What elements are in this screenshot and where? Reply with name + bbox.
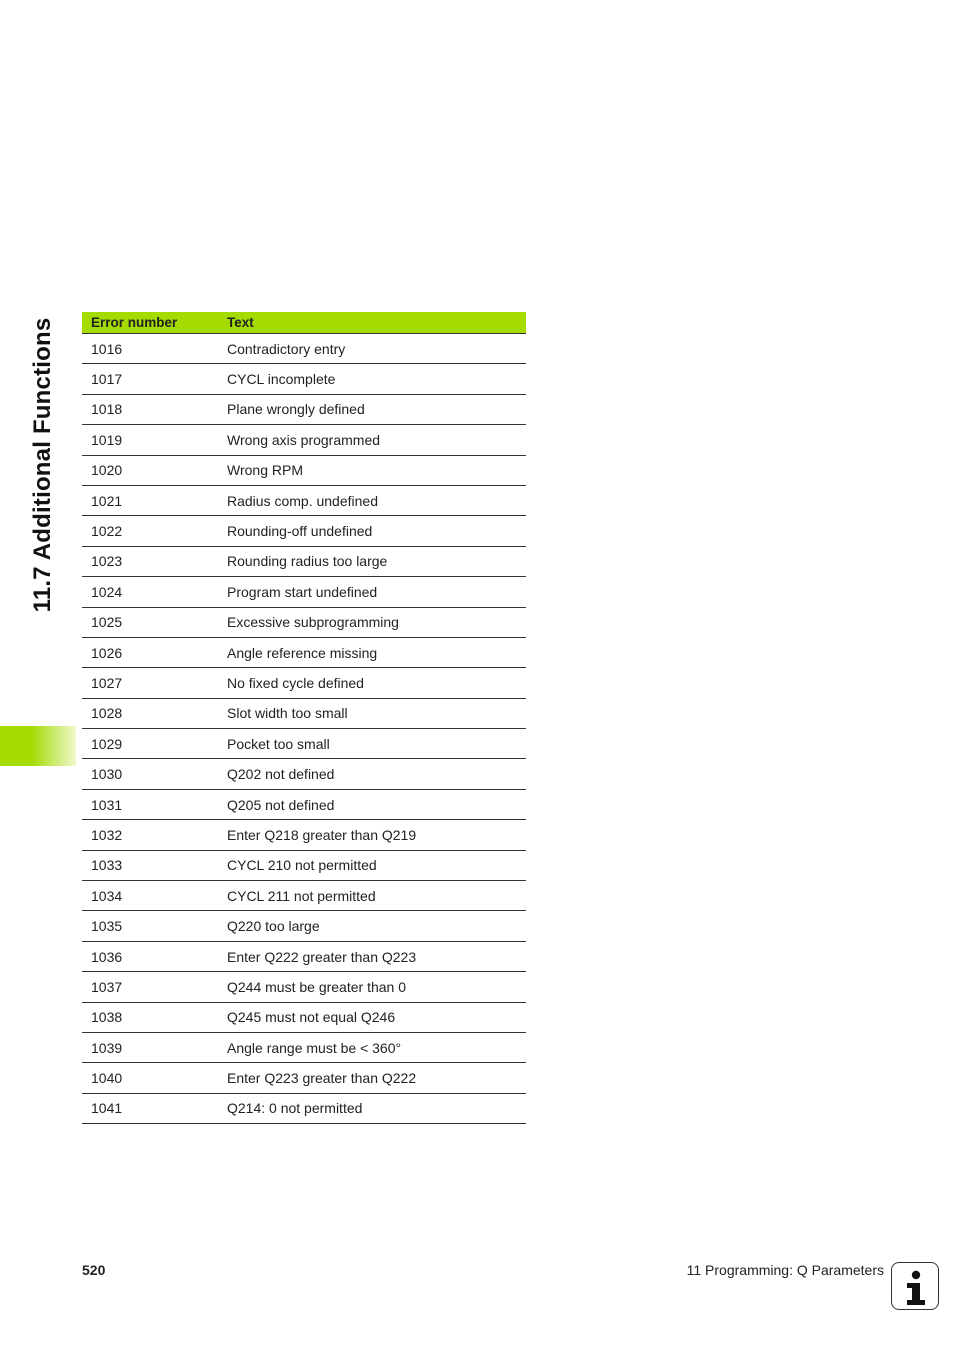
error-text-cell: Q202 not defined <box>218 759 526 789</box>
error-number-cell: 1016 <box>82 334 218 364</box>
table-row <box>82 820 526 850</box>
table-row <box>82 577 526 607</box>
error-number-cell: 1037 <box>82 972 218 1002</box>
error-text-cell: Wrong axis programmed <box>218 425 526 455</box>
chapter-title: 11 Programming: Q Parameters <box>686 1262 884 1278</box>
error-text-cell: Angle reference missing <box>218 637 526 667</box>
table-row <box>82 789 526 819</box>
table-row <box>82 941 526 971</box>
header-text: Text <box>218 312 526 334</box>
error-number-cell: 1026 <box>82 637 218 667</box>
error-number-cell: 1029 <box>82 729 218 759</box>
error-number-cell: 1021 <box>82 485 218 515</box>
table-row <box>82 485 526 515</box>
table-row <box>82 425 526 455</box>
error-number-cell: 1030 <box>82 759 218 789</box>
table-header-row <box>82 312 526 334</box>
error-number-cell: 1018 <box>82 394 218 424</box>
table-row <box>82 881 526 911</box>
table-row <box>82 850 526 880</box>
error-number-cell: 1020 <box>82 455 218 485</box>
error-number-cell: 1033 <box>82 850 218 880</box>
error-text-cell: Pocket too small <box>218 729 526 759</box>
table-row <box>82 1032 526 1062</box>
table-row <box>82 1002 526 1032</box>
error-number-cell: 1038 <box>82 1002 218 1032</box>
table-row <box>82 334 526 364</box>
table-row <box>82 1093 526 1123</box>
error-text-cell: Rounding radius too large <box>218 546 526 576</box>
error-table <box>82 312 526 1124</box>
error-text-cell: Q205 not defined <box>218 789 526 819</box>
error-text-cell: CYCL 211 not permitted <box>218 881 526 911</box>
table-row <box>82 698 526 728</box>
table-row <box>82 607 526 637</box>
table-row <box>82 516 526 546</box>
error-text-cell: Q214: 0 not permitted <box>218 1093 526 1123</box>
error-text-cell: Excessive subprogramming <box>218 607 526 637</box>
section-title <box>18 310 68 620</box>
error-number-cell: 1019 <box>82 425 218 455</box>
error-number-cell: 1036 <box>82 941 218 971</box>
error-text-cell: Program start undefined <box>218 577 526 607</box>
error-text-cell: Radius comp. undefined <box>218 485 526 515</box>
error-number-cell: 1035 <box>82 911 218 941</box>
error-text-cell: Enter Q218 greater than Q219 <box>218 820 526 850</box>
table-row <box>82 668 526 698</box>
error-number-cell: 1024 <box>82 577 218 607</box>
info-icon <box>891 1262 939 1310</box>
section-title-text: 11.7 Additional Functions <box>29 317 56 613</box>
error-text-cell: Wrong RPM <box>218 455 526 485</box>
error-text-cell: Q245 must not equal Q246 <box>218 1002 526 1032</box>
page-number: 520 <box>82 1262 106 1278</box>
error-number-cell: 1017 <box>82 364 218 394</box>
error-text-cell: No fixed cycle defined <box>218 668 526 698</box>
error-number-cell: 1031 <box>82 789 218 819</box>
error-number-cell: 1032 <box>82 820 218 850</box>
table-row <box>82 637 526 667</box>
error-number-cell: 1040 <box>82 1063 218 1093</box>
table-row <box>82 546 526 576</box>
table-row <box>82 364 526 394</box>
error-number-cell: 1023 <box>82 546 218 576</box>
error-text-cell: Contradictory entry <box>218 334 526 364</box>
error-number-cell: 1041 <box>82 1093 218 1123</box>
error-text-cell: CYCL 210 not permitted <box>218 850 526 880</box>
error-text-cell: Enter Q222 greater than Q223 <box>218 941 526 971</box>
error-text-cell: Q244 must be greater than 0 <box>218 972 526 1002</box>
error-number-cell: 1025 <box>82 607 218 637</box>
error-number-cell: 1034 <box>82 881 218 911</box>
error-number-cell: 1039 <box>82 1032 218 1062</box>
error-text-cell: Rounding-off undefined <box>218 516 526 546</box>
error-text-cell: Plane wrongly defined <box>218 394 526 424</box>
error-text-cell: Enter Q223 greater than Q222 <box>218 1063 526 1093</box>
table-row <box>82 972 526 1002</box>
table-row <box>82 759 526 789</box>
table-row <box>82 729 526 759</box>
error-text-cell: Q220 too large <box>218 911 526 941</box>
table-row <box>82 394 526 424</box>
error-number-cell: 1028 <box>82 698 218 728</box>
error-text-cell: Slot width too small <box>218 698 526 728</box>
chapter-tab-marker <box>0 726 76 766</box>
header-error-number: Error number <box>82 312 218 334</box>
error-number-cell: 1022 <box>82 516 218 546</box>
error-number-cell: 1027 <box>82 668 218 698</box>
error-text-cell: Angle range must be < 360° <box>218 1032 526 1062</box>
error-text-cell: CYCL incomplete <box>218 364 526 394</box>
table-row <box>82 1063 526 1093</box>
table-row <box>82 455 526 485</box>
table-row <box>82 911 526 941</box>
